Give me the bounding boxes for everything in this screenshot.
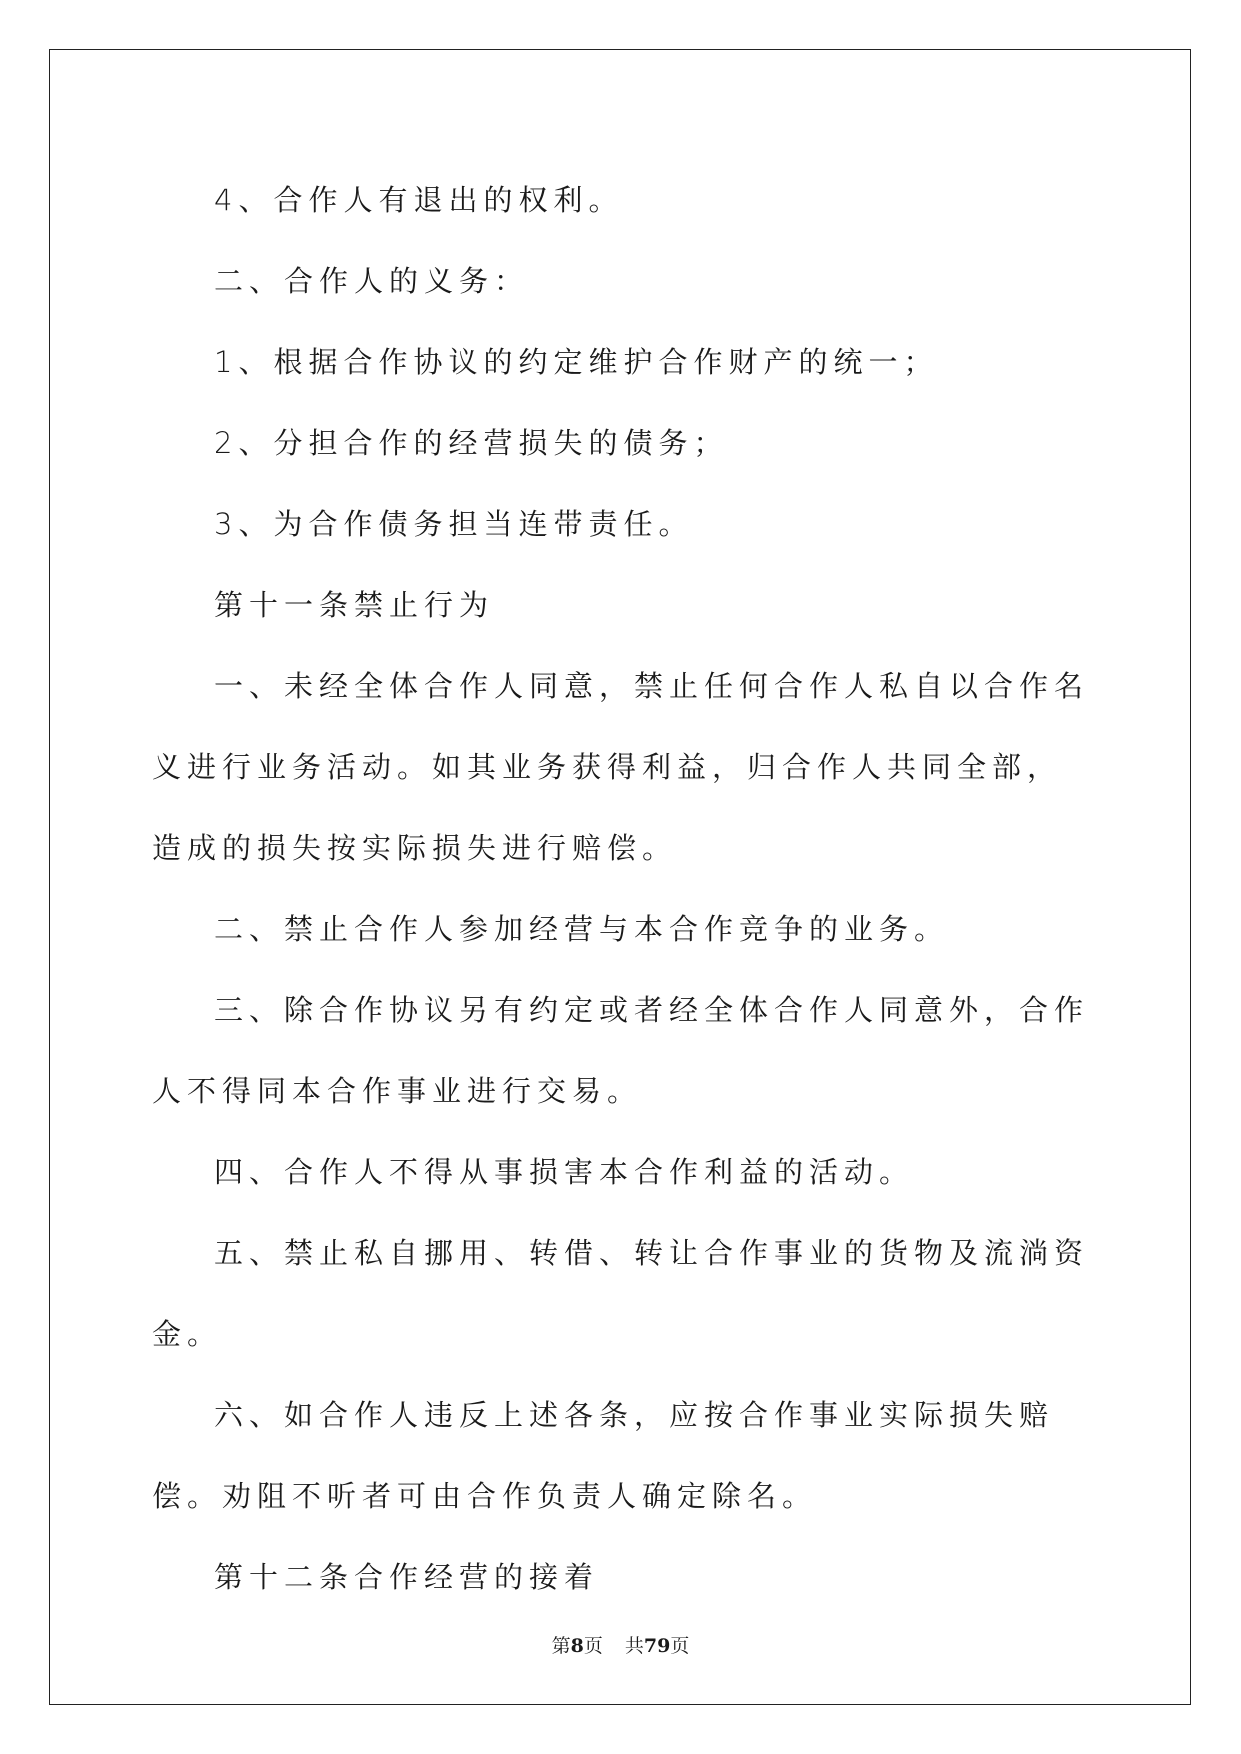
paragraph: 五、禁止私自挪用、转借、转让合作事业的货物及流淌资金。 [152,1236,1090,1351]
paragraph: 4、合作人有退出的权利。 [214,183,624,217]
paragraph: 2、分担合作的经营损失的债务； [214,426,729,460]
paragraph: 三、除合作协议另有约定或者经全体合作人同意外，合作人不得同本合作事业进行交易。 [152,993,1090,1108]
section-heading: 第十二条合作经营的接着 [214,1560,600,1594]
page-number: 8 [570,1635,584,1657]
document-body [152,160,1092,1618]
total-pages: 79 [643,1635,671,1657]
paragraph: 六、如合作人违反上述各条，应按合作事业实际损失赔偿。劝阻不听者可由合作负责人确定除名。 [152,1398,1055,1513]
paragraph: 3、为合作债务担当连带责任。 [214,507,694,541]
paragraph: 二、禁止合作人参加经营与本合作竞争的业务。 [214,912,950,946]
paragraph: 四、合作人不得从事损害本合作利益的活动。 [214,1155,915,1189]
paragraph: 一、未经全体合作人同意，禁止任何合作人私自以合作名义进行业务活动。如其业务获得利益，归合作人共同全部，造成的损失按实际损失进行赔偿。 [152,669,1090,865]
page-prefix: 第 [551,1635,571,1657]
total-prefix: 共 [624,1635,644,1657]
page-suffix: 页 [583,1635,603,1657]
section-heading: 第十一条禁止行为 [214,588,495,622]
total-suffix: 页 [670,1635,690,1657]
paragraph: 1、根据合作协议的约定维护合作财产的统一； [214,345,939,379]
page-footer [0,1631,1241,1658]
paragraph: 二、合作人的义务： [214,264,530,298]
